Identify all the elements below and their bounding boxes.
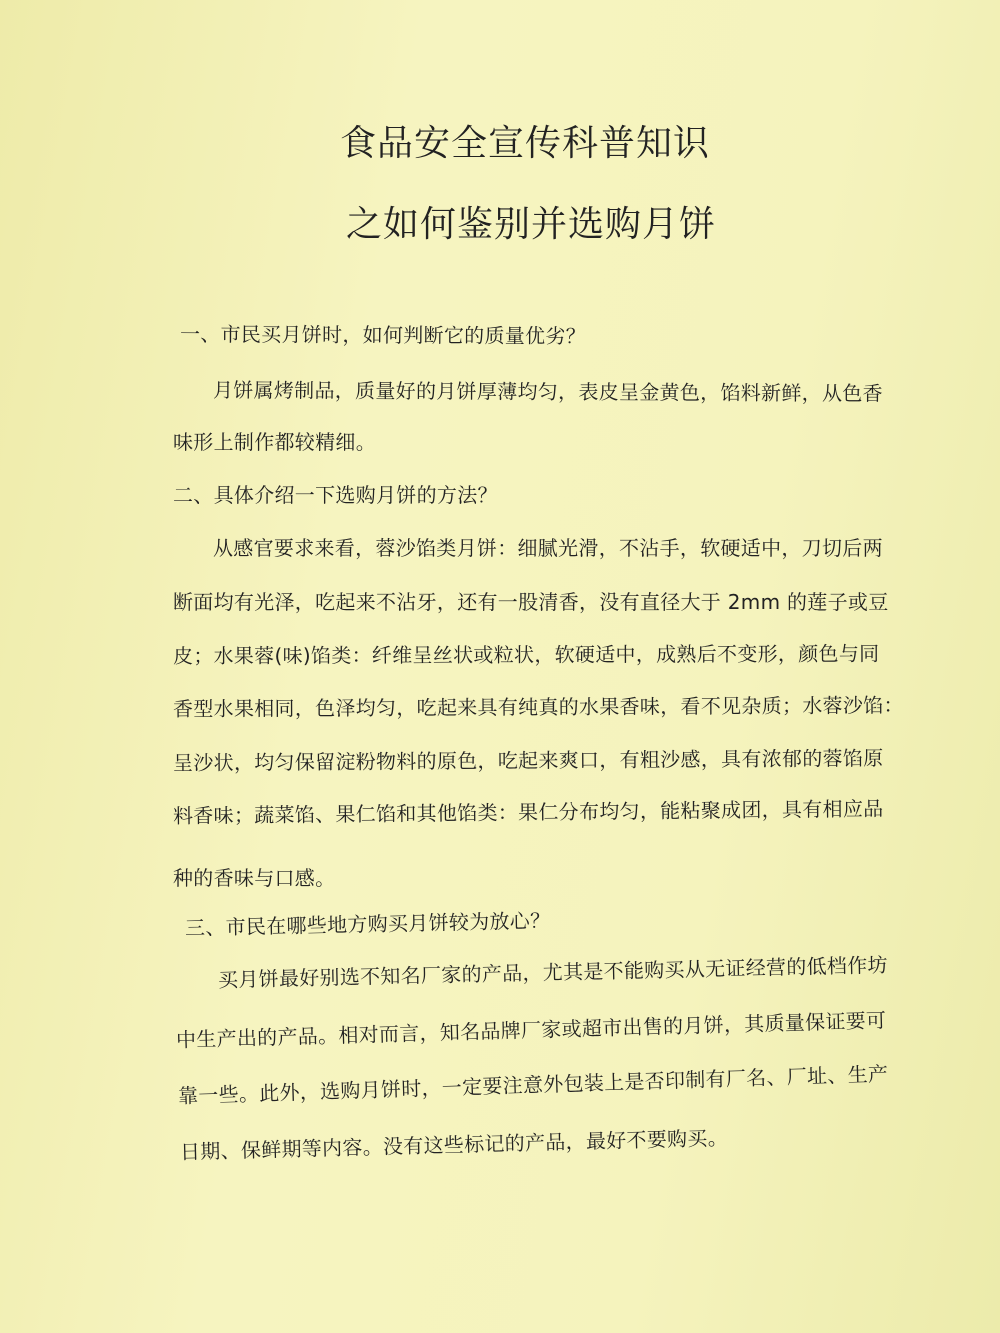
section-2-line-2: 断面均有光泽，吃起来不沾牙，还有一股清香，没有直径大于 2mm 的莲子或豆 bbox=[173, 590, 889, 614]
section-1-line-2: 味形上制作都较精细。 bbox=[173, 430, 376, 454]
section-1-heading: 一、市民买月饼时，如何判断它的质量优劣？ bbox=[179, 322, 587, 349]
section-2-line-1: 从感官要求来看，蓉沙馅类月饼：细腻光滑，不沾手，软硬适中，刀切后两 bbox=[213, 536, 883, 560]
section-2-line-6: 料香味；蔬菜馅、果仁馅和其他馅类：果仁分布均匀，能粘聚成团，具有相应品 bbox=[172, 796, 884, 828]
section-2-heading: 二、具体介绍一下选购月饼的方法？ bbox=[173, 483, 498, 507]
section-3-heading: 三、市民在哪些地方购买月饼较为放心？ bbox=[184, 908, 551, 940]
section-3-line-4: 日期、保鲜期等内容。没有这些标记的产品，最好不要购买。 bbox=[179, 1125, 729, 1164]
section-3-line-1: 买月饼最好别选不知名厂家的产品，尤其是不能购买从无证经营的低档作坊 bbox=[217, 952, 889, 992]
section-2-line-4: 香型水果相同，色泽均匀，吃起来具有纯真的水果香味，看不见杂质；水蓉沙馅： bbox=[172, 693, 904, 721]
section-1-line-1: 月饼属烤制品，质量好的月饼厚薄均匀，表皮呈金黄色，馅料新鲜，从色香 bbox=[212, 378, 883, 406]
section-2-line-3: 皮；水果蓉(味)馅类：纤维呈丝状或粒状，软硬适中，成熟后不变形，颜色与同 bbox=[172, 641, 880, 668]
section-2-line-7: 种的香味与口感。 bbox=[173, 866, 336, 890]
document-title: 食品安全宣传科普知识 bbox=[339, 123, 710, 164]
document-subtitle: 之如何鉴别并选购月饼 bbox=[345, 204, 716, 245]
section-3-line-3: 靠一些。此外，选购月饼时，一定要注意外包装上是否印制有厂名、厂址、生产 bbox=[177, 1061, 889, 1108]
section-2-line-5: 呈沙状，均匀保留淀粉物料的原色，吃起来爽口，有粗沙感，具有浓郁的蓉馅原 bbox=[172, 746, 884, 775]
section-3-line-2: 中生产出的产品。相对而言，知名品牌厂家或超市出售的月饼，其质量保证要可 bbox=[175, 1008, 887, 1052]
